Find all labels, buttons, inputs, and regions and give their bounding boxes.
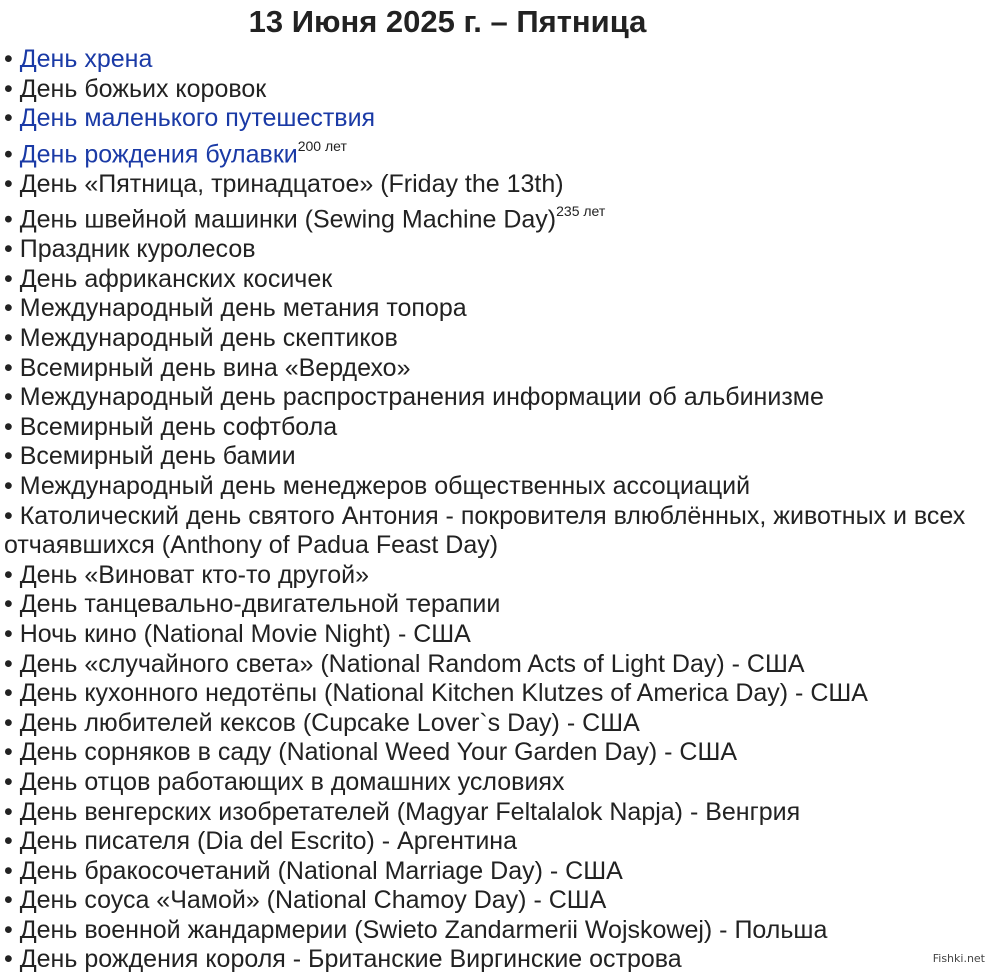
list-item[interactable]: • День маленького путешествия <box>4 104 376 133</box>
holiday-link[interactable]: День маленького путешествия <box>19 104 376 133</box>
list-item: • День божьих коровок <box>4 74 267 103</box>
anniversary-badge: 200 лет <box>297 137 347 154</box>
holiday-text: День танцевально-двигательной терапии <box>19 590 501 619</box>
holiday-text: День «Виноват кто-то другой» <box>19 560 370 589</box>
list-item: • День танцевально-двигательной терапии <box>4 590 501 619</box>
holiday-text: День рождения короля - Британские Виргинские острова <box>19 945 682 974</box>
list-item: • День писателя (Dia del Escrito) - Аргентина <box>4 827 518 856</box>
list-item: • Международный день скептиков <box>4 324 398 352</box>
holiday-text: День соуса «Чамой» (National Chamoy Day) - США <box>19 886 607 915</box>
list-item: • Всемирный день вина «Вердехо» <box>4 353 411 382</box>
list-item: • День «Виноват кто-то другой» <box>4 560 370 589</box>
list-item: • День отцов работающих в домашних условиях <box>4 767 565 796</box>
holiday-text: День любителей кексов (Cupcake Lover`s Day) - США <box>19 708 640 737</box>
list-item: • День «случайного света» (National Random Acts of Light Day) - США <box>4 649 805 678</box>
page-title: 13 Июня 2025 г. – Пятница <box>248 4 647 39</box>
holiday-text: Ночь кино (National Movie Night) - США <box>19 619 471 648</box>
list-item: • День сорняков в саду (National Weed Your Garden Day) - США <box>4 738 738 767</box>
list-item: • Всемирный день софтбола <box>4 412 338 441</box>
holiday-link[interactable]: День рождения булавки <box>19 140 298 169</box>
list-item: • Католический день святого Антония - покровителя влюблённых, животных и всех отчаявшихся (Anthony of Padua Feast Day) <box>4 501 966 560</box>
holiday-text: День отцов работающих в домашних условиях <box>19 767 565 796</box>
list-item: • День соуса «Чамой» (National Chamoy Day) - США <box>4 886 607 915</box>
holiday-text: День военной жандармерии (Swieto Zandarmerii Wojskowej) - Польша <box>19 915 828 944</box>
list-item: • Международный день распространения информации об альбинизме <box>4 383 824 412</box>
holiday-list <box>4 45 986 975</box>
holiday-text: Международный день распространения информации об альбинизме <box>19 383 824 412</box>
holiday-text: Международный день менеджеров общественных ассоциаций <box>19 471 751 500</box>
holiday-link[interactable]: День хрена <box>19 45 153 73</box>
holiday-text: День кухонного недотёпы (National Kitchen Klutzes of America Day) - США <box>19 679 868 708</box>
list-item: • День венгерских изобретателей (Magyar Feltalalok Napja) - Венгрия <box>4 797 801 826</box>
holiday-text: Всемирный день вина «Вердехо» <box>19 353 411 382</box>
holiday-text: День африканских косичек <box>19 264 333 293</box>
list-item: • Всемирный день бамии <box>4 442 296 471</box>
holiday-text: День сорняков в саду (National Weed Your Garden Day) - США <box>19 738 738 767</box>
holiday-text: День венгерских изобретателей (Magyar Feltalalok Napja) - Венгрия <box>19 797 801 826</box>
holiday-text: Всемирный день бамии <box>19 442 296 471</box>
list-item: • Ночь кино (National Movie Night) - США <box>4 619 471 648</box>
list-item: • День африканских косичек <box>4 264 333 293</box>
holiday-text: День писателя (Dia del Escrito) - Аргентина <box>19 827 518 856</box>
list-item: • День рождения короля - Британские Виргинские острова <box>4 945 682 974</box>
holiday-text: Всемирный день софтбола <box>19 412 338 441</box>
list-item: • День «Пятница, тринадцатое» (Friday the 13th) <box>4 169 564 198</box>
list-item: • День военной жандармерии (Swieto Zandarmerii Wojskowej) - Польша <box>4 915 828 944</box>
holiday-text: Праздник куролесов <box>19 235 256 264</box>
list-item: • Международный день метания топора <box>4 294 467 323</box>
holiday-text: День «случайного света» (National Random Acts of Light Day) - США <box>19 649 805 678</box>
list-item: • День любителей кексов (Cupcake Lover`s Day) - США <box>4 708 640 737</box>
list-item[interactable]: • День хрена <box>4 45 153 73</box>
holiday-text: День «Пятница, тринадцатое» (Friday the 13th) <box>19 169 564 198</box>
anniversary-badge: 235 лет <box>556 203 606 220</box>
holiday-text: Международный день метания топора <box>19 294 467 323</box>
holiday-text: Международный день скептиков <box>19 324 398 352</box>
list-item: • День кухонного недотёпы (National Kitchen Klutzes of America Day) - США <box>4 679 868 708</box>
list-item: • Праздник куролесов <box>4 235 256 264</box>
holiday-text: День бракосочетаний (National Marriage Day) - США <box>19 856 623 885</box>
holiday-text: День швейной машинки (Sewing Machine Day) <box>19 205 557 234</box>
watermark: Fishki.net <box>932 952 985 965</box>
holiday-text: Католический день святого Антония - покровителя влюблённых, животных и всех отчаявшихся (Anthony of Padua Feast Day) <box>4 501 966 560</box>
holiday-text: День божьих коровок <box>19 74 267 103</box>
list-item: • Международный день менеджеров общественных ассоциаций <box>4 471 751 500</box>
list-item: • День бракосочетаний (National Marriage Day) - США <box>4 856 623 885</box>
list-item: • День швейной машинки (Sewing Machine Day)$^{235 лет}$ <box>4 203 606 234</box>
list-item[interactable]: • День рождения булавки$^{200 лет}$ <box>4 137 347 169</box>
